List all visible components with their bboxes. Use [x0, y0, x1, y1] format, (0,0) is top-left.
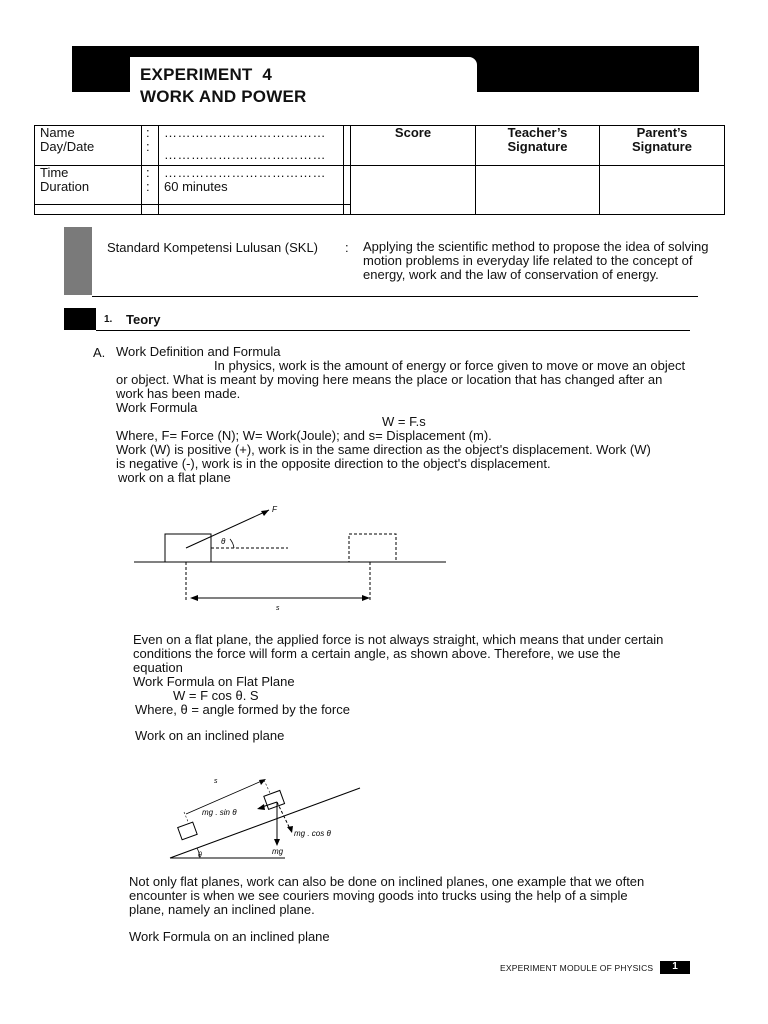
skl-line: energy, work and the law of conservation of energy.	[363, 267, 659, 282]
date-label: Day/Date	[40, 139, 95, 154]
force-label: F	[272, 505, 277, 514]
colon: :	[146, 179, 150, 194]
mg-sin-arrowhead	[257, 804, 265, 810]
subsection-title: Work Definition and Formula	[116, 344, 281, 359]
score-cell[interactable]	[351, 166, 476, 215]
empty-cell	[142, 205, 159, 215]
section-a-body	[116, 345, 716, 485]
name-field[interactable]: ………………………………	[164, 125, 326, 140]
formula-where: Where, θ = angle formed by the force	[135, 702, 350, 717]
paragraph-line: Work (W) is positive (+), work is in the same direction as the object's displacement. Work (W)	[116, 442, 651, 457]
skl-label: Standard Kompetensi Lulusan (SKL)	[107, 240, 319, 255]
flat-plane-formula: W = F cos θ. S	[173, 688, 259, 703]
paragraph-line: equation	[133, 660, 183, 675]
parent-sig-label-2: Signature	[632, 139, 692, 154]
mg-cos-arrowhead	[287, 826, 293, 833]
experiment-number: EXPERIMENT 4	[140, 65, 273, 84]
colon: :	[146, 125, 150, 140]
block-upper	[264, 790, 285, 809]
subsection-marker: A.	[93, 345, 106, 360]
section-marker-box	[64, 308, 96, 330]
name-date-field[interactable]	[159, 126, 344, 166]
date-field[interactable]: ………………………………	[164, 147, 326, 162]
s-guide-right	[264, 780, 270, 793]
spacer-cell	[344, 126, 351, 166]
empty-cell	[35, 205, 142, 215]
force-arrowhead	[261, 510, 269, 516]
paragraph-line: In physics, work is the amount of energy or force given to move or move an object	[214, 358, 686, 373]
label-cell	[35, 126, 142, 166]
flat-plane-diagram	[130, 500, 450, 615]
formula-where: Where, F= Force (N); W= Work(Joule); and s= Displacement (m).	[116, 428, 492, 443]
section-number: 1.	[104, 314, 113, 325]
displacement-head-left	[190, 595, 198, 601]
force-vector	[186, 510, 269, 548]
block-start	[165, 534, 211, 562]
student-info-table	[34, 125, 725, 215]
angle-arc	[230, 539, 234, 548]
section-title: Teory	[126, 312, 161, 327]
paragraph-line: is negative (-), work is in the opposite direction to the object's displacement.	[116, 456, 551, 471]
inclined-plane-diagram	[160, 768, 380, 863]
time-field[interactable]: ………………………………	[164, 165, 326, 180]
skl-side-bar	[64, 227, 92, 295]
duration-value: 60 minutes	[164, 179, 228, 194]
parent-signature-header	[600, 126, 725, 166]
empty-cell	[159, 205, 344, 215]
time-duration-field[interactable]	[159, 166, 344, 205]
time-label: Time	[40, 165, 69, 180]
flat-plane-label: work on a flat plane	[118, 470, 231, 485]
colon: :	[146, 165, 150, 180]
colon-cell	[142, 166, 159, 205]
incline-angle-label: θ	[198, 852, 202, 859]
colon-cell	[142, 126, 159, 166]
teacher-sig-label-2: Signature	[507, 139, 568, 154]
formula-label: Work Formula on an inclined plane	[129, 929, 330, 944]
paragraph-line: Not only flat planes, work can also be done on inclined planes, one example that we often	[129, 874, 645, 889]
formula-label: Work Formula	[116, 400, 198, 415]
block-lower	[178, 822, 197, 840]
section-divider	[96, 330, 690, 331]
skl-line: Applying the scientific method to propose the idea of solving	[363, 239, 709, 254]
formula-label: Work Formula on Flat Plane	[133, 674, 295, 689]
footer-label: EXPERIMENT MODULE OF PHYSICS	[500, 963, 654, 973]
inclined-plane-text	[129, 875, 729, 944]
teacher-sig-label-1: Teacher’s	[507, 125, 568, 140]
parent-sig-label-1: Parent’s	[636, 125, 688, 140]
colon: :	[146, 139, 150, 154]
page-title	[140, 64, 307, 108]
score-header	[351, 126, 476, 166]
spacer-cell	[344, 166, 351, 205]
score-label: Score	[394, 125, 432, 140]
displacement-label: s	[276, 605, 280, 612]
s-label: s	[214, 778, 218, 785]
s-arrowhead	[259, 779, 266, 785]
paragraph-line: conditions the force will form a certain angle, as shown above. Therefore, we use the	[133, 646, 621, 661]
inclined-plane-label: Work on an inclined plane	[135, 728, 285, 743]
teacher-signature-header	[476, 126, 600, 166]
skl-description	[363, 240, 735, 282]
paragraph-line: or object. What is meant by moving here means the place or location that has changed after an	[116, 372, 663, 387]
paragraph-line: plane, namely an inclined plane.	[129, 902, 315, 917]
flat-plane-text	[133, 633, 733, 743]
mg-label: mg	[272, 847, 284, 856]
teacher-signature-cell[interactable]	[476, 166, 600, 215]
paragraph-line: Even on a flat plane, the applied force is not always straight, which means that under certain	[133, 632, 664, 647]
parent-signature-cell[interactable]	[600, 166, 725, 215]
duration-label: Duration	[40, 179, 90, 194]
label-cell	[35, 166, 142, 205]
paragraph-line: encounter is when we see couriers moving goods into trucks using the help of a simple	[129, 888, 628, 903]
name-label: Name	[40, 125, 75, 140]
mg-arrowhead	[274, 839, 280, 846]
empty-cell	[344, 205, 351, 215]
page-number: 1	[660, 961, 690, 974]
mg-cos-vector	[277, 802, 291, 831]
work-formula: W = F.s	[382, 414, 426, 429]
displacement-head-right	[362, 595, 370, 601]
angle-label: θ	[221, 537, 226, 546]
mg-cos-label: mg . cos θ	[294, 829, 331, 838]
block-end	[349, 534, 396, 562]
paragraph-line: work has been made.	[116, 386, 241, 401]
experiment-title: WORK AND POWER	[140, 87, 307, 106]
mg-sin-label: mg . sin θ	[202, 808, 237, 817]
skl-line: motion problems in everyday life related to the concept of	[363, 253, 693, 268]
skl-colon: :	[345, 240, 349, 255]
skl-divider	[92, 296, 698, 297]
